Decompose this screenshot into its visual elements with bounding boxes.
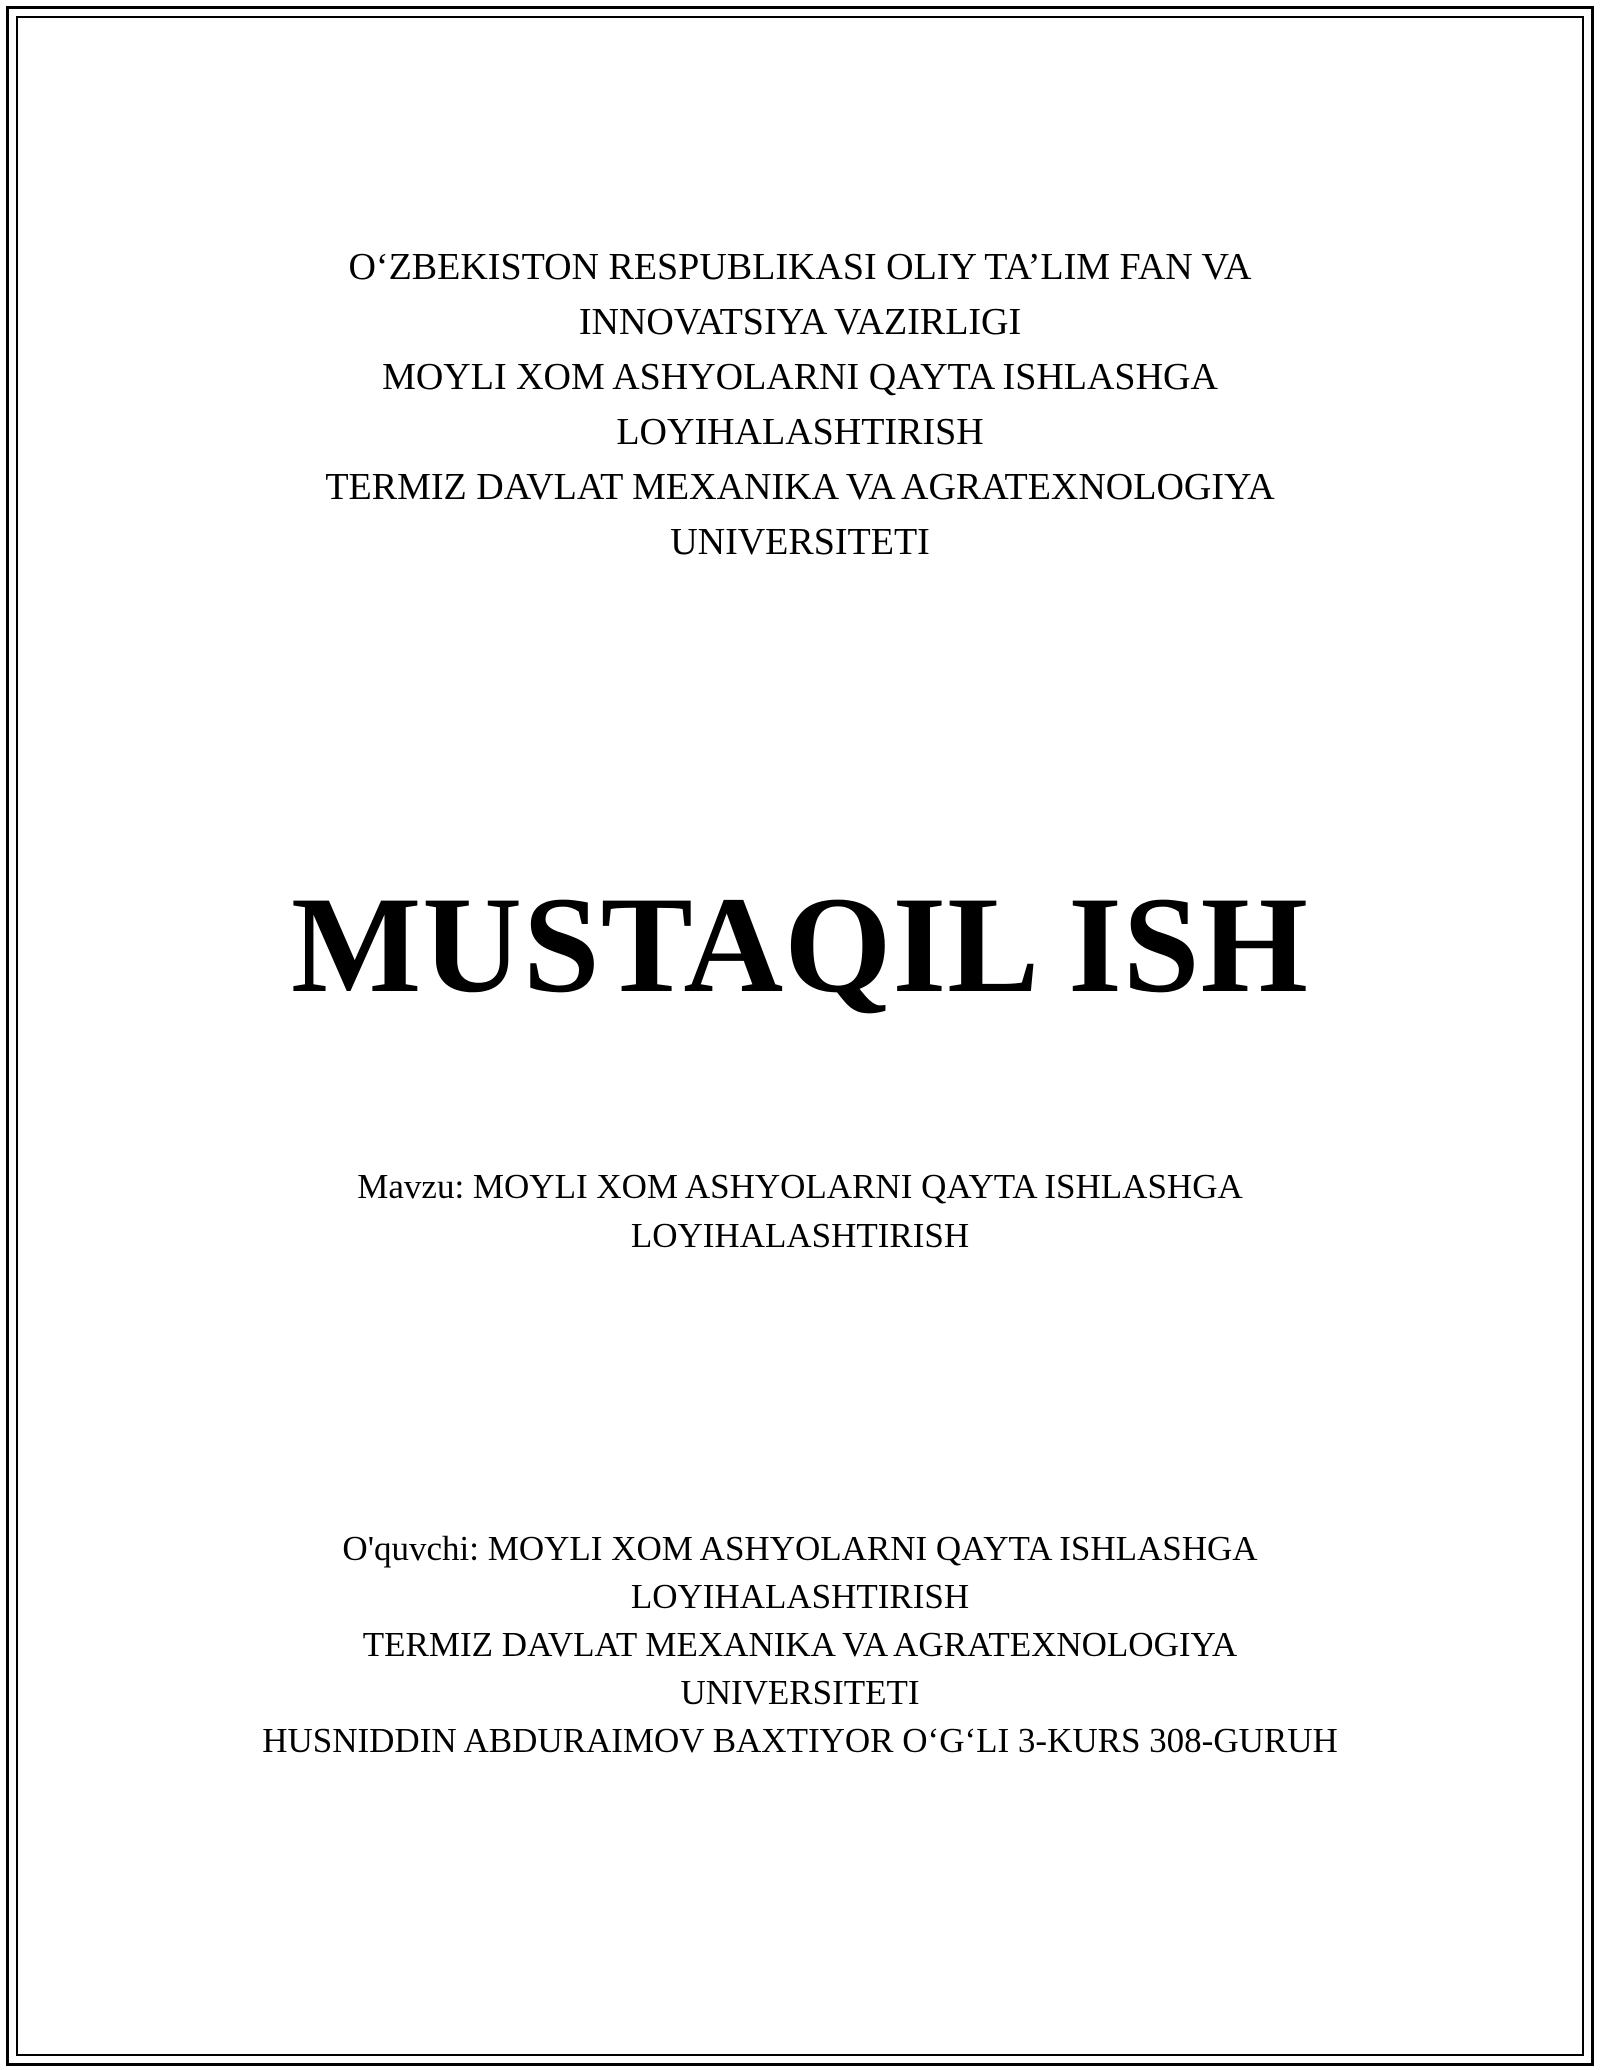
student-line: TERMIZ DAVLAT MEXANIKA VA AGRATEXNOLOGIYA <box>362 1625 1238 1664</box>
header-line: UNIVERSITETI <box>670 521 930 563</box>
institution-header <box>0 240 1600 570</box>
student-line: HUSNIDDIN ABDURAIMOV BAXTIYOR O‘G‘LI 3-KURS 308-GURUH <box>262 1721 1338 1760</box>
topic-line: Mavzu: MOYLI XOM ASHYOLARNI QAYTA ISHLASHGA <box>357 1167 1243 1206</box>
student-line: LOYIHALASHTIRISH <box>630 1577 970 1616</box>
header-line: O‘ZBEKISTON RESPUBLIKASI OLIY TA’LIM FAN VA <box>348 246 1252 288</box>
header-line: MOYLI XOM ASHYOLARNI QAYTA ISHLASHGA <box>382 356 1218 398</box>
topic-section <box>0 1162 1600 1260</box>
header-line: INNOVATSIYA VAZIRLIGI <box>578 301 1022 343</box>
student-section <box>0 1525 1600 1765</box>
header-line: LOYIHALASHTIRISH <box>616 411 984 453</box>
document-title: MUSTAQIL ISH <box>291 868 1309 1021</box>
header-line: TERMIZ DAVLAT MEXANIKA VA AGRATEXNOLOGIYA <box>325 466 1275 508</box>
student-line: UNIVERSITETI <box>680 1673 920 1712</box>
student-line: O'quvchi: MOYLI XOM ASHYOLARNI QAYTA ISHLASHGA <box>342 1529 1258 1568</box>
topic-line: LOYIHALASHTIRISH <box>630 1216 970 1255</box>
